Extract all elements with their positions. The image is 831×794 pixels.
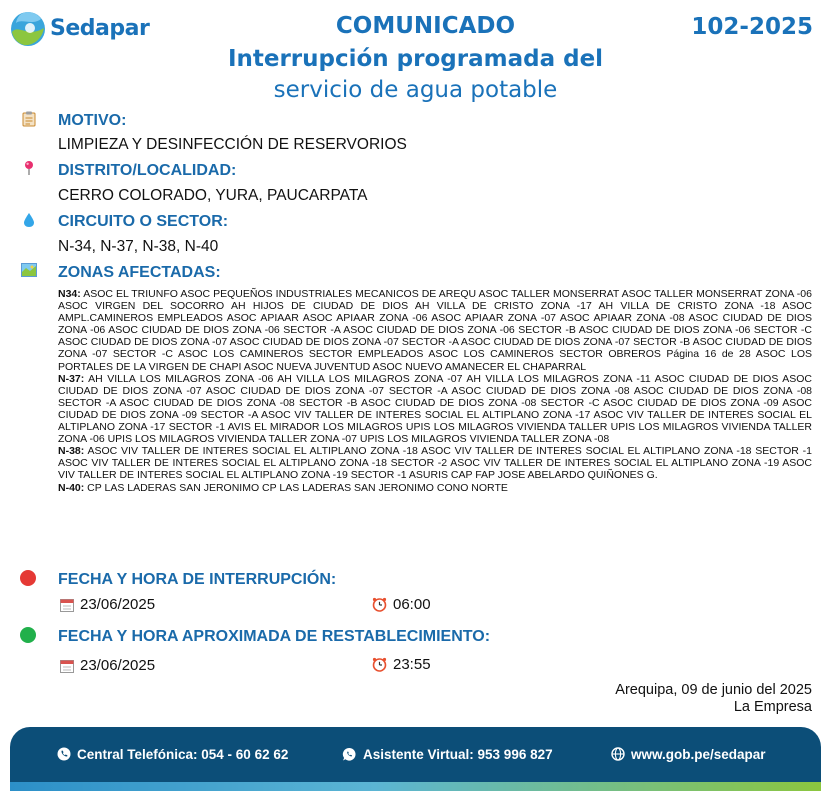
zone-text: ASOC EL TRIUNFO ASOC PEQUEÑOS INDUSTRIALES MECANICOS DE AREQU ASOC TALLER MONSERRAT ASOC TALLER MONSERRAT ZONA -06 ASOC VIRGEN DEL SOCORRO AH HIJOS DE CIUDAD DE DIOS AH VILLA DE CRISTO ZONA -17 AH VILLA DE CRISTO ZONA -18 ASOC AMPL.CAMINEROS EMPLEADOS ASOC APIAAR ASOC APIAAR ZONA -06 ASOC APIAAR ZONA -07 ASOC APIAAR ZONA -08 ASOC CIUDAD DE DIOS ZONA -06 ASOC CIUDAD DE DIOS ZONA -06 SECTOR -A ASOC CIUDAD DE DIOS ZONA -06 SECTOR -B ASOC CIUDAD DE DIOS ZONA -06 SECTOR -C ASOC CIUDAD DE DIOS ZONA -07 ASOC CIUDAD DE DIOS ZONA -07 SECTOR -A ASOC CIUDAD DE DIOS ZONA -07 SECTOR -B ASOC CIUDAD DE DIOS ZONA -07 SECTOR -C ASOC LOS CAMINEROS SECTOR EMPLEADOS ASOC LOS CAMINEROS SECTOR OBREROS Página 16 de 28 ASOC LOS PORTALES DE LA VIRGEN DE CHAPI ASOC NUEVA JUVENTUD ASOC NUEVO AMANECER EL CHAPARRAL <box>58 288 812 373</box>
water-drop-icon <box>21 212 37 228</box>
company-signature: La Empresa <box>733 699 812 715</box>
calendar-icon <box>60 659 74 673</box>
footer-whatsapp-text: Asistente Virtual: 953 996 827 <box>363 746 553 762</box>
zone-entry <box>58 445 812 481</box>
red-status-dot-icon <box>20 570 36 586</box>
interruption-time <box>372 596 431 613</box>
green-status-dot-icon <box>20 627 36 643</box>
footer-phone-text: Central Telefónica: 054 - 60 62 62 <box>77 746 289 762</box>
zone-entry <box>58 373 812 446</box>
footer-phone[interactable] <box>57 745 288 763</box>
pin-icon <box>21 160 37 176</box>
zone-code: N34: <box>58 288 81 300</box>
footer-website[interactable] <box>611 745 766 763</box>
distrito-label: DISTRITO/LOCALIDAD: <box>58 162 237 179</box>
footer-whatsapp[interactable] <box>342 745 553 763</box>
zone-code: N-40: <box>58 481 85 494</box>
circuito-label: CIRCUITO O SECTOR: <box>58 213 229 230</box>
clipboard-icon <box>21 111 37 127</box>
page-subtitle-secondary: servicio de agua potable <box>273 77 558 103</box>
restoration-date-value: 23/06/2025 <box>80 657 156 674</box>
globe-icon <box>611 747 625 761</box>
zone-entry <box>58 482 812 494</box>
restoration-time-value: 23:55 <box>393 656 431 673</box>
zone-text: AH VILLA LOS MILAGROS ZONA -06 AH VILLA LOS MILAGROS ZONA -07 AH VILLA LOS MILAGROS ZONA -11 ASOC CIUDAD DE DIOS ASOC CIUDAD DE DIOS ZONA -07 ASOC CIUDAD DE DIOS ZONA -07 SECTOR -A ASOC CIUDAD DE DIOS ZONA -08 ASOC CIUDAD DE DIOS ZONA -08 SECTOR -A ASOC CIUDAD DE DIOS ZONA -08 SECTOR -B ASOC CIUDAD DE DIOS ZONA -08 SECTOR -C ASOC CIUDAD DE DIOS ZONA -09 ASOC CIUDAD DE DIOS ZONA -09 SECTOR -A ASOC VIV TALLER DE INTERES SOCIAL EL ALTIPLANO ZONA -17 ASOC VIV TALLER DE INTERES SOCIAL EL ALTIPLANO ZONA -17 SECTOR -1 AVIS EL MIRADOR LOS MILAGROS UPIS LOS MILAGROS VIVIENDA TALLER UPIS LOS MILAGROS VIVIENDA TALLER ZONA -06 UPIS LOS MILAGROS VIVIENDA TALLER ZONA -07 UPIS LOS MILAGROS VIVIENDA TALLER ZONA -08 <box>58 372 812 446</box>
motivo-label: MOTIVO: <box>58 112 127 129</box>
restoration-time <box>372 656 431 673</box>
alarm-clock-icon <box>372 597 387 612</box>
zone-text: ASOC VIV TALLER DE INTERES SOCIAL EL ALTIPLANO ZONA -18 ASOC VIV TALLER DE INTERES SOCIAL EL ALTIPLANO ZONA -18 SECTOR -1 ASOC VIV TALLER DE INTERES SOCIAL EL ALTIPLANO ZONA -18 SECTOR -2 ASOC VIV TALLER DE INTERES SOCIAL EL ALTIPLANO ZONA -19 ASOC VIV TALLER DE INTERES SOCIAL EL ALTIPLANO ZONA -19 SECTOR -1 ASURIS CAP FAP JOSE ABELARDO QUIÑONES G. <box>58 445 812 482</box>
zonas-label: ZONAS AFECTADAS: <box>58 264 221 281</box>
place-date: Arequipa, 09 de junio del 2025 <box>615 682 812 698</box>
restoration-label: FECHA Y HORA APROXIMADA DE RESTABLECIMIENTO: <box>58 628 491 645</box>
calendar-icon <box>60 598 74 612</box>
brand-name: Sedapar <box>50 15 150 41</box>
footer-website-text: www.gob.pe/sedapar <box>631 746 766 762</box>
alarm-clock-icon <box>372 657 387 672</box>
circuito-value: N-34, N-37, N-38, N-40 <box>58 238 219 255</box>
whatsapp-icon <box>342 747 357 762</box>
zone-code: N-38: <box>58 445 85 458</box>
zone-entry <box>58 288 812 373</box>
restoration-date <box>60 657 155 674</box>
interruption-date <box>60 596 155 613</box>
document-number: 102-2025 <box>691 14 813 40</box>
distrito-value: CERRO COLORADO, YURA, PAUCARPATA <box>58 187 368 204</box>
map-icon <box>21 262 37 278</box>
phone-icon <box>57 747 71 761</box>
motivo-value: LIMPIEZA Y DESINFECCIÓN DE RESERVORIOS <box>58 136 407 153</box>
interruption-date-value: 23/06/2025 <box>80 596 156 613</box>
zone-text: CP LAS LADERAS SAN JERONIMO CP LAS LADERAS SAN JERONIMO CONO NORTE <box>84 481 508 494</box>
page-subtitle: Interrupción programada del <box>227 46 604 72</box>
zone-code: N-37: <box>58 372 85 385</box>
footer-accent-bar <box>10 782 821 791</box>
interruption-time-value: 06:00 <box>393 596 431 613</box>
affected-zones-list <box>58 288 812 494</box>
interruption-label: FECHA Y HORA DE INTERRUPCIÓN: <box>58 571 337 588</box>
page-title: COMUNICADO <box>335 13 516 39</box>
